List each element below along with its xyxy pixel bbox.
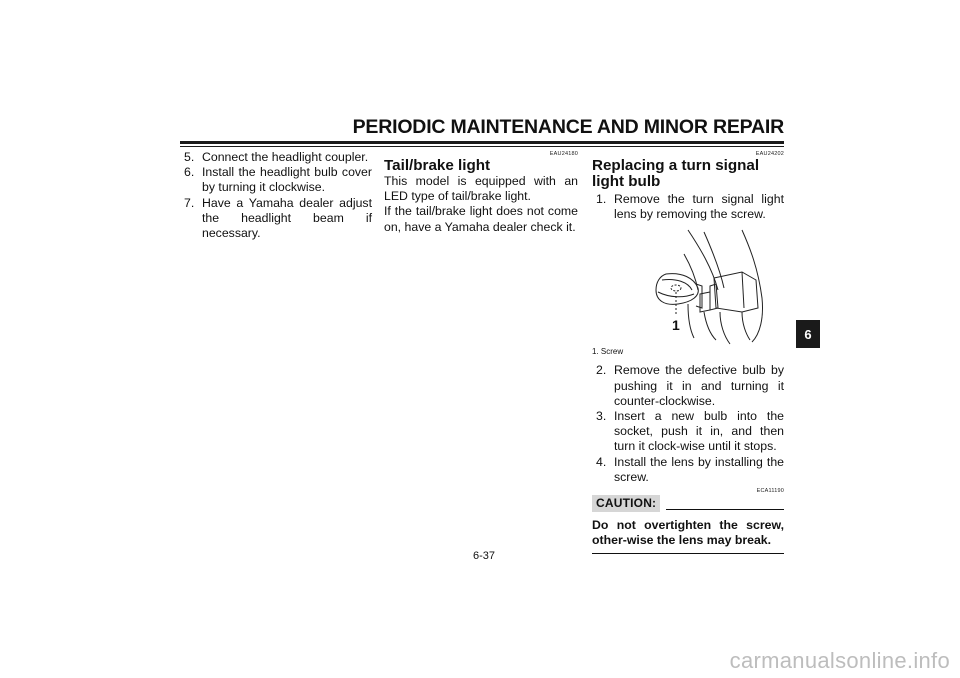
list-item: 6. Install the headlight bulb cover by turning it clockwise. bbox=[184, 165, 372, 195]
turn-signal-illustration bbox=[592, 228, 784, 346]
header-rule-thin bbox=[180, 146, 784, 147]
steps-list bbox=[592, 363, 784, 485]
list-item: 5. Connect the headlight coupler. bbox=[184, 150, 369, 164]
steps-list bbox=[592, 192, 784, 222]
column-1 bbox=[180, 150, 372, 241]
list-item: 1. Remove the turn signal light lens by removing the screw. bbox=[596, 192, 784, 222]
paragraph: This model is equipped with an LED type of tail/brake light. bbox=[384, 174, 578, 204]
steps-list bbox=[180, 150, 372, 241]
watermark: carmanualsonline.info bbox=[729, 648, 950, 673]
turn-signal-drawing bbox=[592, 228, 784, 346]
list-item: 2. Remove the defective bulb by pushing it in and turning it counter-clockwise. bbox=[596, 363, 784, 408]
caution-header bbox=[592, 495, 784, 512]
caution-text: Do not overtighten the screw, other-wise the lens may break. bbox=[592, 518, 784, 548]
section-code: EAU24180 bbox=[549, 151, 578, 157]
header-rule bbox=[180, 141, 784, 144]
section-heading: Tail/brake light bbox=[384, 157, 491, 174]
list-item: 7. Have a Yamaha dealer adjust the headlight beam if necessary. bbox=[184, 195, 372, 241]
figure-callout-label: 1 bbox=[672, 317, 680, 334]
section-heading: Replacing a turn signal light bulb bbox=[592, 157, 760, 190]
caution-rule bbox=[666, 509, 784, 510]
page-title: PERIODIC MAINTENANCE AND MINOR REPAIR bbox=[352, 116, 784, 138]
column-3 bbox=[592, 150, 784, 554]
caution-badge: CAUTION: bbox=[592, 495, 660, 512]
chapter-tab: 6 bbox=[796, 320, 820, 348]
page-number: 6-37 bbox=[472, 550, 496, 562]
figure-caption: 1. Screw bbox=[592, 347, 624, 357]
caution-bottom-rule bbox=[592, 553, 784, 554]
list-item: 3. Insert a new bulb into the socket, push it in, and then turn it clock-wise until it stops. bbox=[596, 409, 784, 454]
column-2 bbox=[384, 150, 578, 235]
paragraph: If the tail/brake light does not come on, have a Yamaha dealer check it. bbox=[384, 204, 578, 234]
caution-code: ECA11190 bbox=[756, 488, 784, 495]
section-code: EAU24202 bbox=[755, 151, 784, 157]
list-item: 4. Install the lens by installing the screw. bbox=[596, 454, 784, 484]
